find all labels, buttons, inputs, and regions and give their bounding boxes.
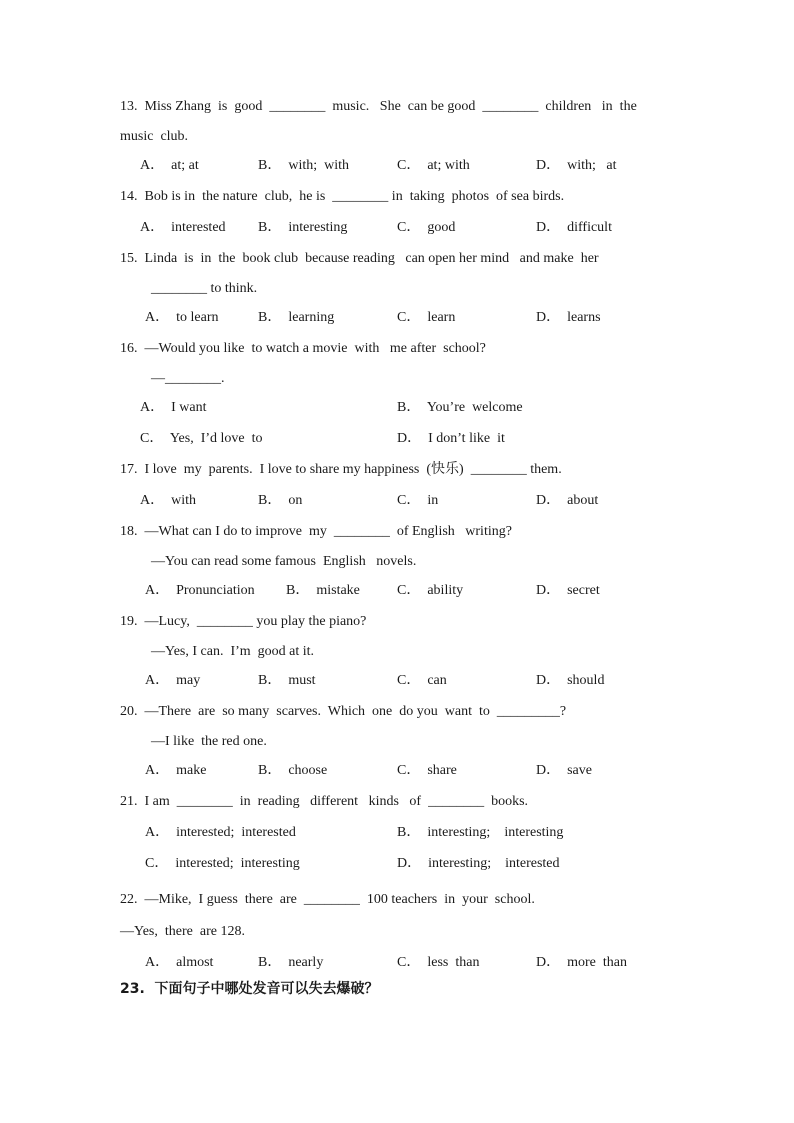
question-20-line-1: 20. —There are so many scarves. Which one do you want to _________? [120,704,567,719]
option-a: A． make [145,763,207,778]
question-16-line-2: —________. [151,371,225,386]
question-17-line-1: 17. I love my parents. I love to share my happiness (快乐) ________ them. [120,462,562,477]
option-d: D． save [536,763,592,778]
option-c: C． share [397,763,457,778]
question-13-line-2: music club. [120,129,189,144]
question-20-line-2: —I like the red one. [151,734,267,749]
question-22-line-1: 22. —Mike, I guess there are ________ 100 teachers in your school. [120,892,535,907]
option-c: C． learn [397,310,456,325]
option-d: D． interesting; interested [397,856,560,871]
question-22-line-2: —Yes, there are 128. [120,924,245,939]
option-b: B． You’re welcome [397,400,523,415]
question-19-line-2: —Yes, I can. I’m good at it. [151,644,315,659]
option-d: D． should [536,673,605,688]
question-13-line-1: 13. Miss Zhang is good ________ music. She can be good ________ children in the [120,99,637,114]
option-d: D． difficult [536,220,612,235]
option-c: C． interested; interesting [145,856,300,871]
option-c: C． can [397,673,447,688]
option-c: C． less than [397,955,480,970]
option-c: C． Yes, I’d love to [140,431,263,446]
option-c: C． at; with [397,158,470,173]
question-19-line-1: 19. —Lucy, ________ you play the piano? [120,614,367,629]
option-d: D． learns [536,310,601,325]
option-c: C． in [397,493,439,508]
option-c: C． ability [397,583,464,598]
option-a: A． with [140,493,196,508]
question-15-line-2: ________ to think. [151,281,258,296]
option-b: B． learning [258,310,335,325]
option-d: D． with; at [536,158,617,173]
option-a: A． may [145,673,201,688]
option-c: C． good [397,220,456,235]
option-a: A． interested; interested [145,825,296,840]
option-b: B． mistake [286,583,360,598]
option-b: B． must [258,673,316,688]
option-b: B． nearly [258,955,324,970]
question-15-line-1: 15. Linda is in the book club because reading can open her mind and make her [120,251,599,266]
option-a: A． I want [140,400,207,415]
option-a: A． to learn [145,310,219,325]
option-d: D． about [536,493,599,508]
question-23-line-1: 23. 下面句子中哪处发音可以失去爆破？ [120,981,379,997]
option-a: A． at; at [140,158,199,173]
option-b: B． on [258,493,303,508]
option-d: D． secret [536,583,600,598]
option-a: A． Pronunciation [145,583,255,598]
option-d: D． I don’t like it [397,431,505,446]
option-a: A． almost [145,955,214,970]
option-b: B． with; with [258,158,350,173]
question-21-line-1: 21. I am ________ in reading different kinds of ________ books. [120,794,529,809]
option-b: B． choose [258,763,328,778]
question-16-line-1: 16. —Would you like to watch a movie with me after school? [120,341,486,356]
option-a: A． interested [140,220,226,235]
question-18-line-1: 18. —What can I do to improve my ________ of English writing? [120,524,512,539]
option-b: B． interesting; interesting [397,825,564,840]
question-18-line-2: —You can read some famous English novels. [151,554,417,569]
option-b: B． interesting [258,220,348,235]
option-d: D． more than [536,955,627,970]
question-14-line-1: 14. Bob is in the nature club, he is ________ in taking photos of sea birds. [120,189,565,204]
